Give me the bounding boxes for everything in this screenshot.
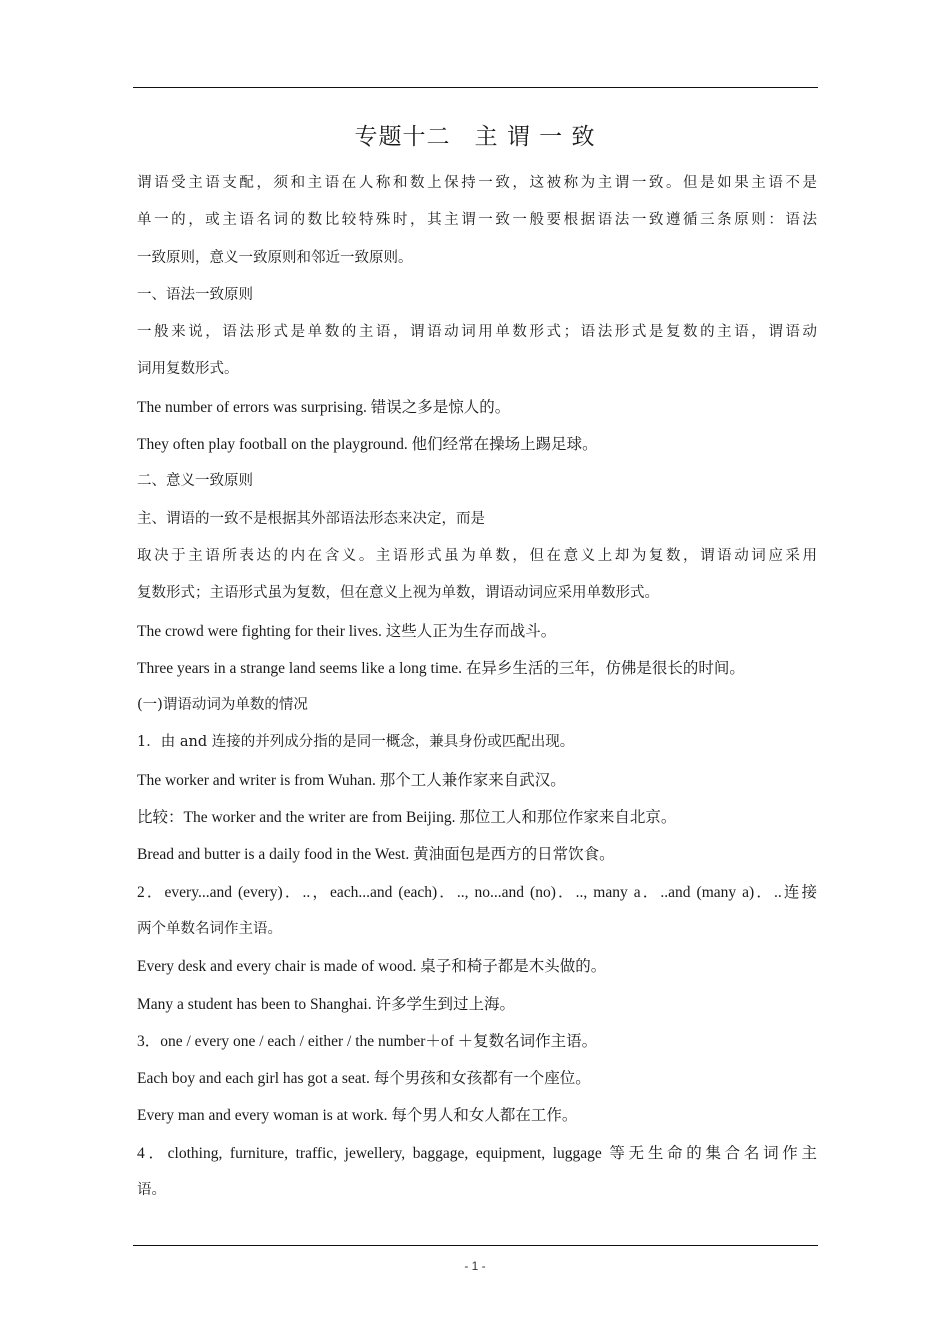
paragraph-line: 复数形式；主语形式虽为复数，但在意义上视为单数，谓语动词应采用单数形式。	[137, 585, 659, 602]
example-sentence: Every man and every woman is at work. 每个男人和女人都在工作。	[137, 1107, 578, 1125]
example-sentence: Bread and butter is a daily food in the West. 黄油面包是西方的日常饮食。	[137, 846, 615, 864]
example-sentence: The worker and writer is from Wuhan. 那个工人兼作家来自武汉。	[137, 771, 566, 789]
page-number: - 1 -	[464, 1259, 486, 1273]
paragraph-line: 一致原则，意义一致原则和邻近一致原则。	[137, 249, 413, 266]
paragraph-line: 取决于主语所表达的内在含义。主语形式虽为单数，但在意义上却为复数，谓语动词应采用	[137, 547, 817, 564]
example-sentence: They often play football on the playground. 他们经常在操场上踢足球。	[137, 436, 598, 454]
footer-rule	[133, 1245, 818, 1246]
rule-item: 两个单数名词作主语。	[137, 920, 282, 937]
document-body	[137, 165, 817, 1209]
rule-item: 4．clothing, furniture, traffic, jewellery, baggage, equipment, luggage 等无生命的集合名词作主	[137, 1144, 817, 1162]
example-sentence: Every desk and every chair is made of wood. 桌子和椅子都是木头做的。	[137, 958, 607, 976]
section-heading: 二、意义一致原则	[137, 473, 253, 490]
paragraph-line: 单一的，或主语名词的数比较特殊时，其主谓一致一般要根据语法一致遵循三条原则：语法	[137, 212, 817, 229]
rule-item: 2．every...and (every)．..，each...and (each)．.., no...and (no)．.., many a．..and (many a)．..连接	[137, 883, 817, 901]
page-title: 专题十二 主 谓 一 致	[354, 124, 596, 150]
rule-item: 1．由 and 连接的并列成分指的是同一概念，兼具身份或匹配出现。	[137, 734, 575, 751]
example-sentence: 比较：The worker and the writer are from Beijing. 那位工人和那位作家来自北京。	[137, 809, 677, 827]
example-sentence: Each boy and each girl has got a seat. 每个男孩和女孩都有一个座位。	[137, 1070, 591, 1088]
example-sentence: The crowd were fighting for their lives. 这些人正为生存而战斗。	[137, 622, 557, 640]
rule-item: 3．one / every one / each / either / the number＋of ＋复数名词作主语。	[137, 1032, 598, 1050]
section-heading: 一、语法一致原则	[137, 286, 253, 303]
paragraph-line: 主、谓语的一致不是根据其外部语法形态来决定，而是	[137, 510, 485, 527]
rule-item: 语。	[137, 1182, 166, 1199]
example-sentence: Three years in a strange land seems like a long time. 在异乡生活的三年，仿佛是很长的时间。	[137, 659, 745, 677]
header-rule	[133, 87, 818, 88]
paragraph-line: 谓语受主语支配，须和主语在人称和数上保持一致，这被称为主谓一致。但是如果主语不是	[137, 175, 817, 191]
paragraph-line: 一般来说，语法形式是单数的主语，谓语动词用单数形式；语法形式是复数的主语，谓语动	[137, 324, 817, 341]
example-sentence: The number of errors was surprising. 错误之多是惊人的。	[137, 398, 511, 416]
paragraph-line: 词用复数形式。	[137, 361, 239, 378]
subsection-heading: (一)谓语动词为单数的情况	[137, 697, 308, 714]
example-sentence: Many a student has been to Shanghai. 许多学生到过上海。	[137, 995, 515, 1013]
